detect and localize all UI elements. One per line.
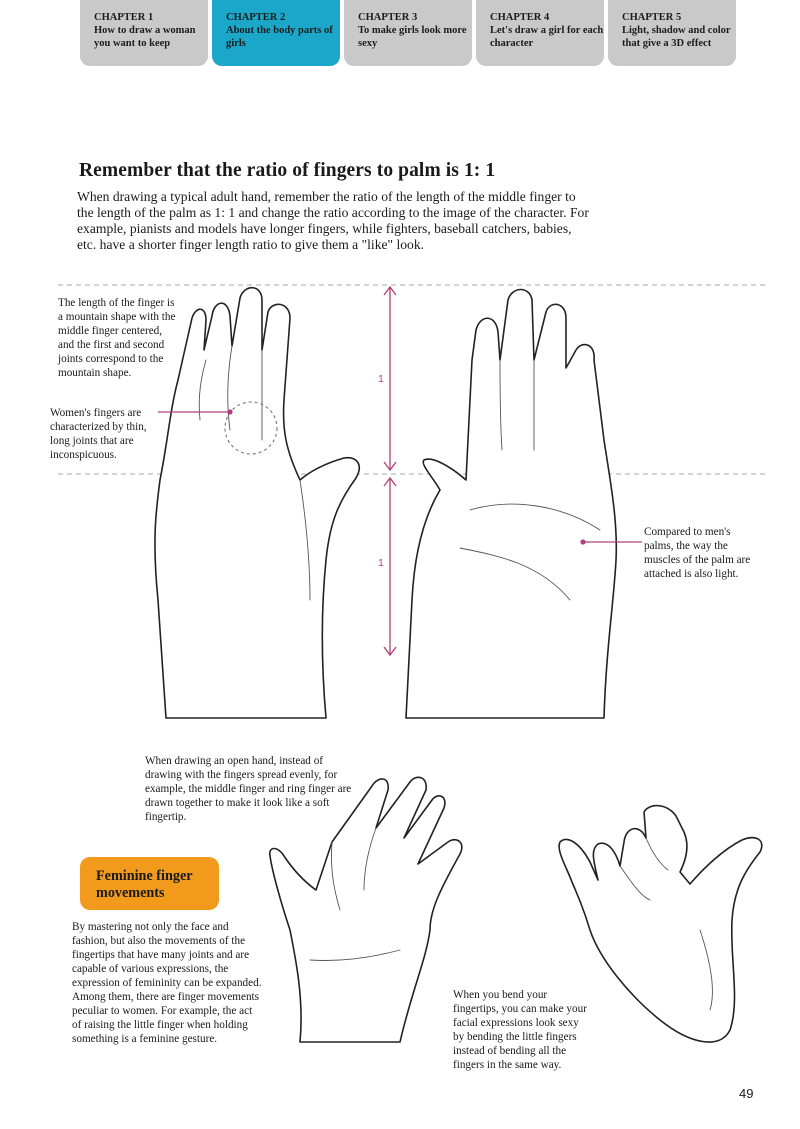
tab-number: CHAPTER 5 [622,12,682,23]
back-of-hand-drawing [155,288,359,718]
tab-number: CHAPTER 3 [358,12,418,23]
ratio-label-finger: 1 [378,373,384,385]
feminine-movements-badge: Feminine finger movements [80,857,219,910]
page-number: 49 [739,1086,754,1101]
note-women-fingers: Women's fingers are characterized by thin, long joints that are inconspicuous. [50,407,147,461]
tab-number: CHAPTER 4 [490,12,550,23]
tab-description: To make girls look more sexy [358,25,467,49]
note-feminine-movements: By mastering not only the face and fashion, but also the movements of the fingertips that have many joints and are capable of various expressions, the expression of femininity can be expanded. Among them, there are finger movements peculiar to women. For example, the act of raising the little finger when holding something is a feminine gesture. [72,921,262,1045]
note-open-hand: When drawing an open hand, instead of drawing with the fingers spread evenly, for example, the middle finger and ring finger are drawn together to make it look like a soft fingertip. [145,755,352,823]
ratio-arrow-palm [384,478,396,655]
tab-number: CHAPTER 2 [226,12,286,23]
palm-drawing [406,290,616,719]
intro-paragraph: When drawing a typical adult hand, remember the ratio of the length of the middle finger to the length of the palm as 1: 1 and change the ratio according to the image of the character. For example, pianists and models have longer fingers, while fighters, baseball catchers, babies, etc. have a shorter finger length ratio to give them a "like" look. [77,189,589,252]
tab-description: About the body parts of girls [226,25,333,49]
note-palm-muscles: Compared to men's palms, the way the muscles of the palm are attached is also light. [644,526,751,580]
section-heading: Remember that the ratio of fingers to palm is 1: 1 [79,160,496,181]
ratio-label-palm: 1 [378,557,384,569]
note-bend-fingertips: When you bend your fingertips, you can make your facial expressions look sexy by bending the little fingers instead of bending all the fingers in the same way. [453,989,587,1071]
tab-description: Light, shadow and color that give a 3D effect [622,25,731,49]
bent-fingers-hand-drawing [559,806,762,1042]
tab-description: Let's draw a girl for each character [490,25,604,49]
tab-number: CHAPTER 1 [94,12,154,23]
tab-description: How to draw a woman you want to keep [94,25,196,49]
ratio-arrow-finger [384,287,396,470]
note-finger-shape: The length of the finger is a mountain shape with the middle finger centered, and the first and second joints correspond to the mountain shape. [58,297,176,379]
